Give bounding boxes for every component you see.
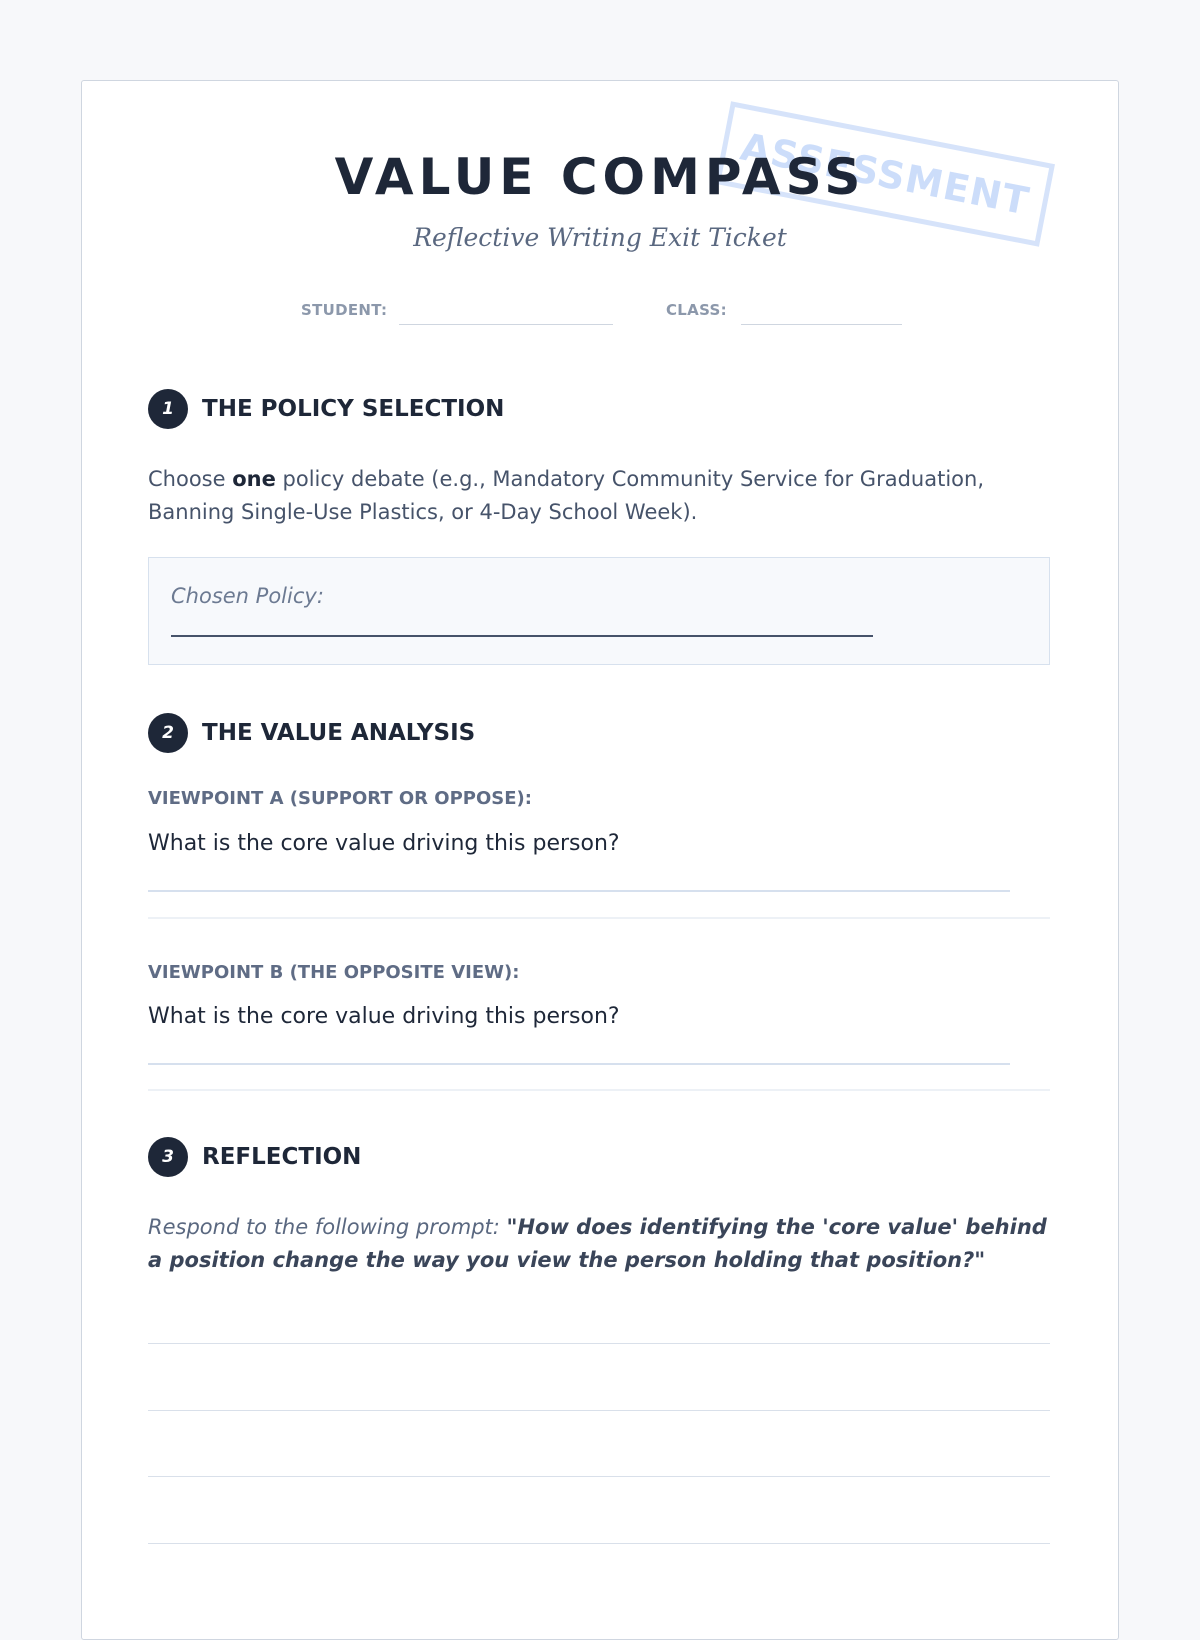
section-3-header <box>148 1137 361 1177</box>
section-title: THE POLICY SELECTION <box>202 396 505 422</box>
class-label: CLASS: <box>666 301 727 319</box>
chosen-policy-label: Chosen Policy: <box>171 584 324 608</box>
worksheet-subtitle: Reflective Writing Exit Ticket <box>413 223 787 252</box>
writing-line[interactable] <box>148 1543 1050 1544</box>
section-1-header <box>148 389 504 429</box>
worksheet <box>81 80 1119 1640</box>
worksheet-title: VALUE COMPASS <box>334 148 866 206</box>
section-divider <box>148 917 1050 919</box>
section-title: THE VALUE ANALYSIS <box>202 720 476 746</box>
section-number-badge: 3 <box>148 1137 188 1177</box>
student-name-field[interactable] <box>399 324 613 325</box>
policy-instruction: Choose one policy debate (e.g., Mandatory Community Service for Graduation, Banning Single-Use Plastics, or 4-Day School Week). <box>148 467 984 524</box>
assessment-stamp: ASSESSMENT <box>715 101 1055 246</box>
student-info-fields <box>82 299 1118 327</box>
viewpoint-a-label: VIEWPOINT A (SUPPORT OR OPPOSE): <box>148 788 532 809</box>
viewpoint-b-label: VIEWPOINT B (THE OPPOSITE VIEW): <box>148 962 520 983</box>
writing-line[interactable] <box>148 1410 1050 1411</box>
section-number-badge: 2 <box>148 713 188 753</box>
section-2-header <box>148 713 475 753</box>
chosen-policy-box[interactable] <box>148 557 1050 665</box>
writing-line[interactable] <box>148 1343 1050 1344</box>
viewpoint-b-answer-line[interactable] <box>148 1063 1010 1065</box>
student-label: STUDENT: <box>301 301 388 319</box>
viewpoint-a-answer-line[interactable] <box>148 890 1010 892</box>
writing-line[interactable] <box>148 1476 1050 1477</box>
chosen-policy-line[interactable] <box>171 635 873 637</box>
section-divider <box>148 1089 1050 1091</box>
viewpoint-b-question: What is the core value driving this person? <box>148 1004 620 1029</box>
viewpoint-a-question: What is the core value driving this person? <box>148 831 620 856</box>
section-number-badge: 1 <box>148 389 188 429</box>
section-title: REFLECTION <box>202 1144 362 1170</box>
class-field[interactable] <box>741 324 902 325</box>
reflection-prompt: Respond to the following prompt: "How does identifying the 'core value' behind a position change the way you view the person holding that position?" <box>148 1215 1047 1272</box>
